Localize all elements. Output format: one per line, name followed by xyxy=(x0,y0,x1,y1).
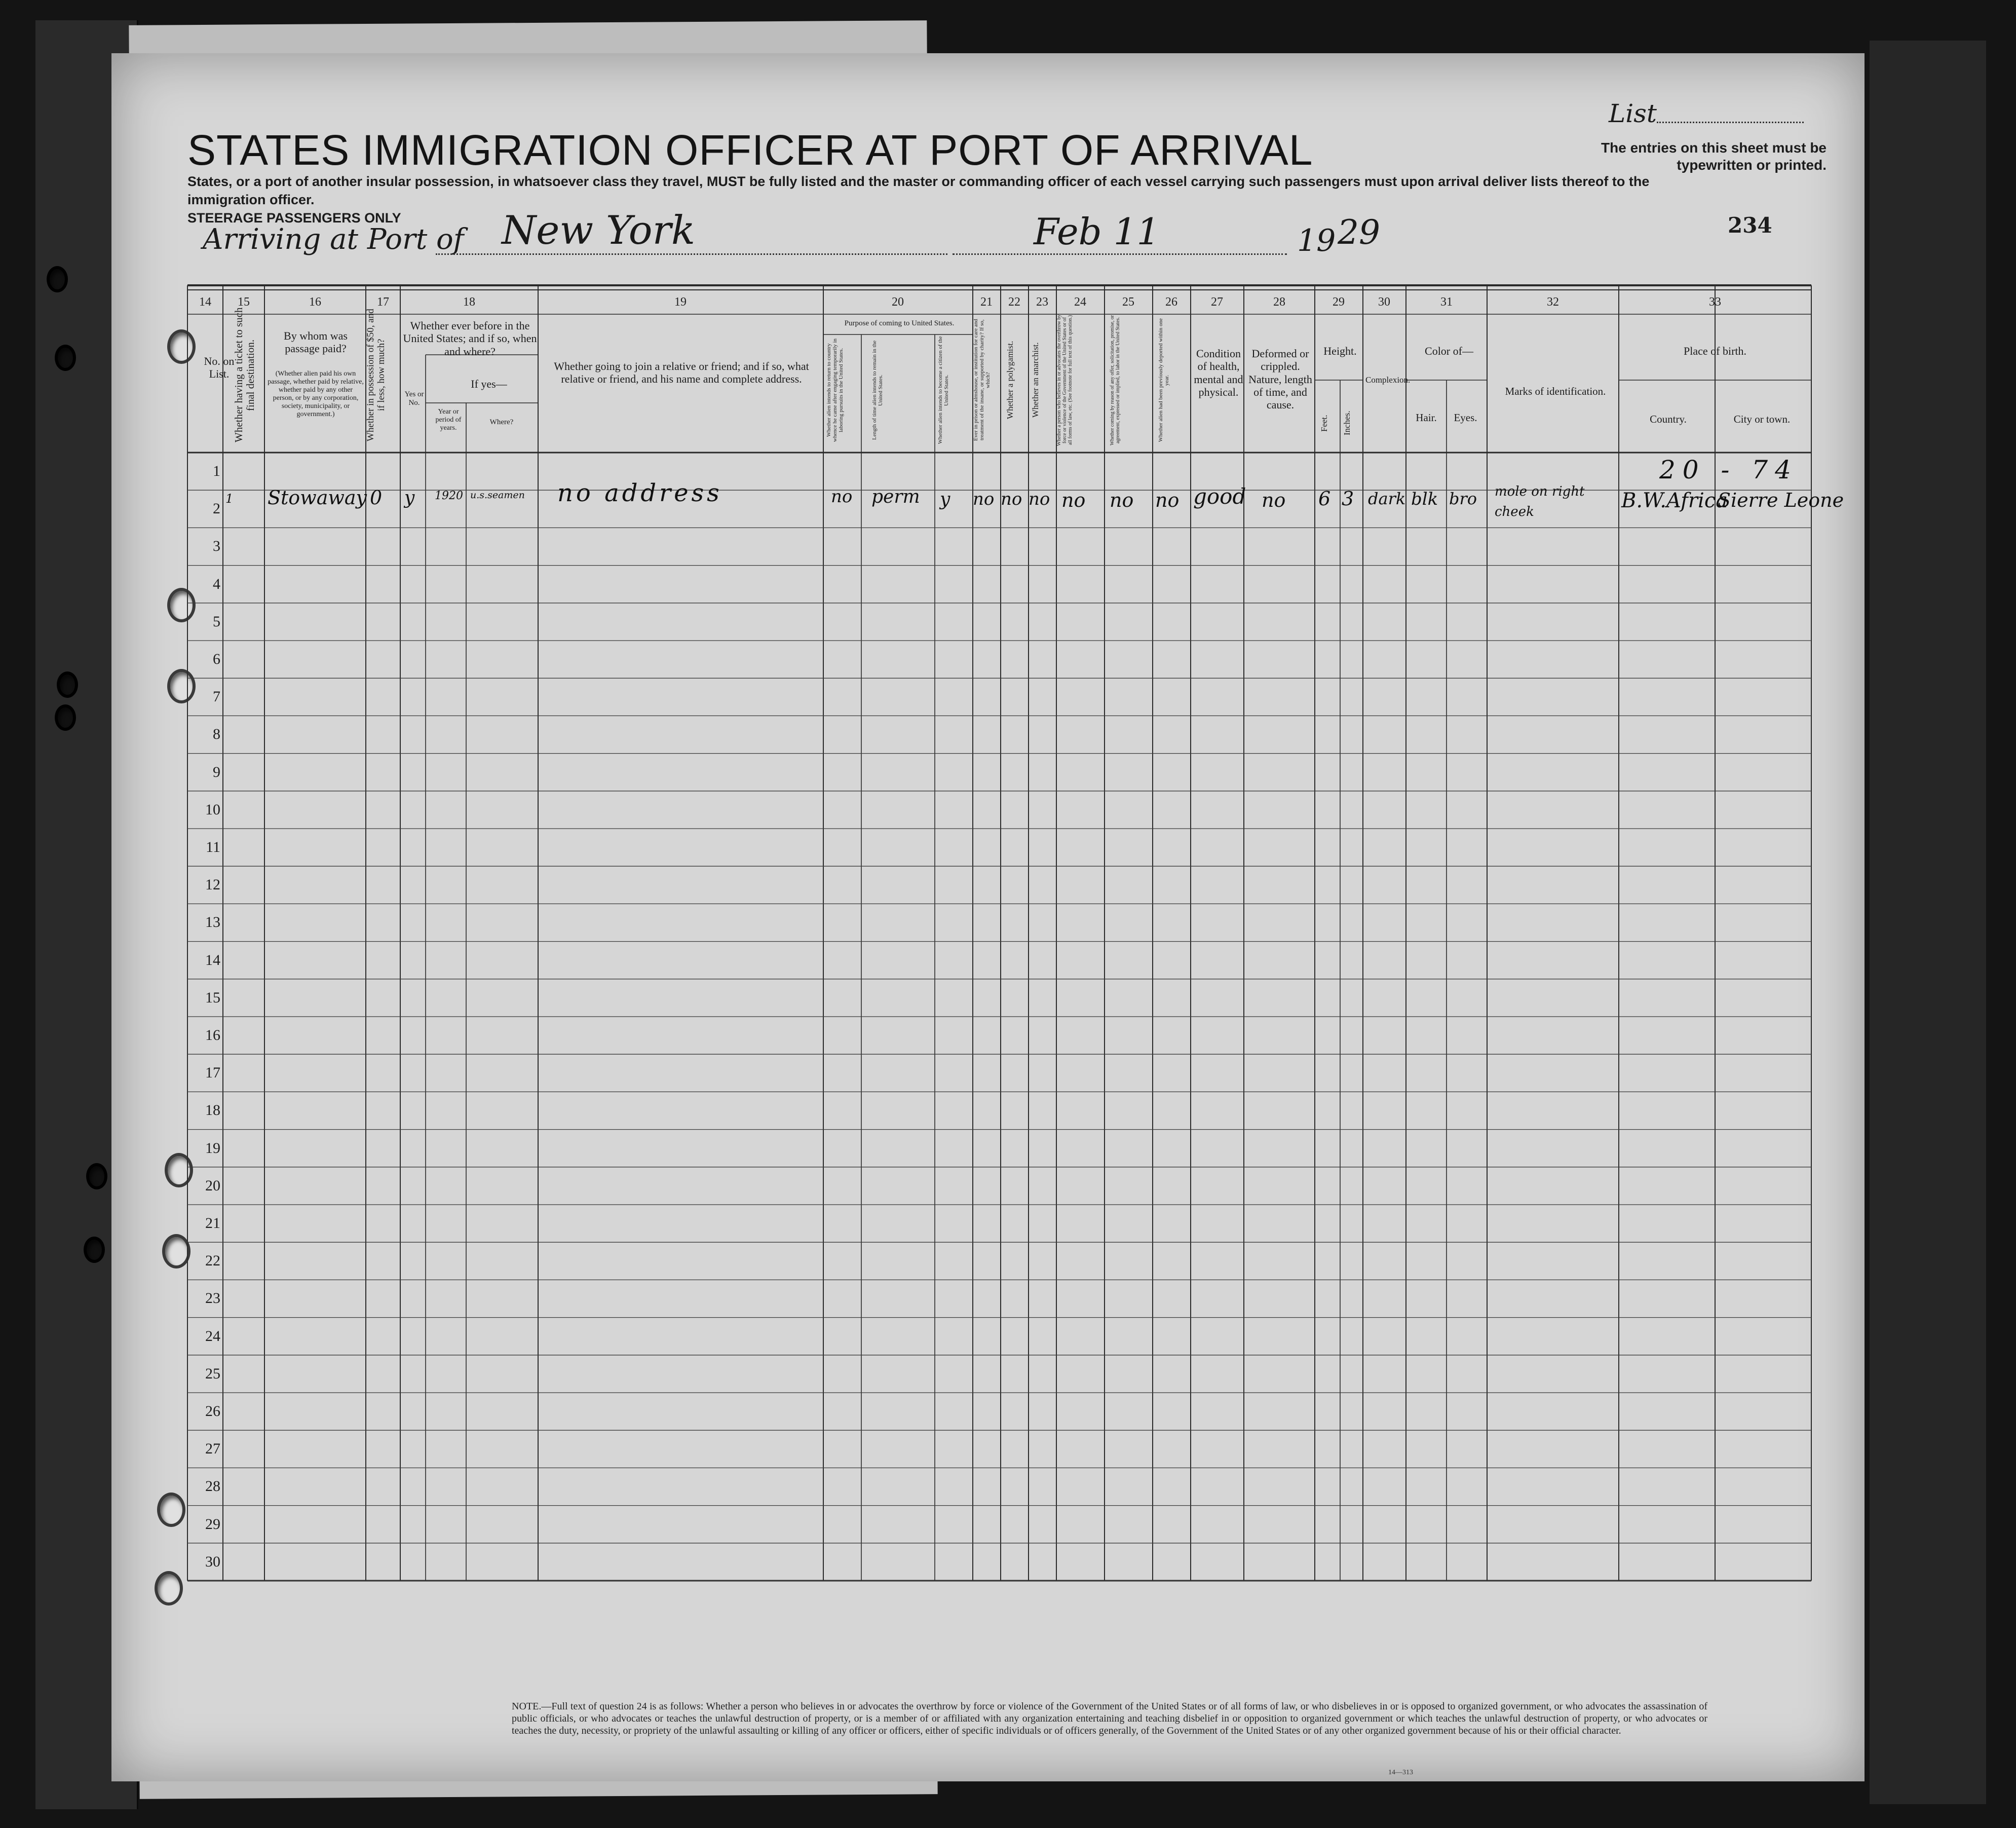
list-label: List xyxy=(1609,99,1657,128)
row-number: 25 xyxy=(205,1365,220,1382)
header-before-us: Whether ever before in the United States; and if so, when and where? xyxy=(403,319,537,358)
entry-length: perm xyxy=(871,487,920,507)
column-number: 21 xyxy=(980,295,993,309)
entry-years: 1920 xyxy=(435,490,463,502)
row-number: 22 xyxy=(205,1252,220,1270)
instructions: States, or a port of another insular possession, in whatsoever class they travel, MUST be fully listed and the master or commanding officer of each vessel carrying such passengers must upon arrival deliver lists thereof to the immigration officer. STEERAGE PASSENGERS ONLY xyxy=(187,174,1650,226)
year-field: 29 xyxy=(1338,213,1380,252)
entry-deported: no xyxy=(1155,489,1180,511)
header-complexion: Complexion. xyxy=(1365,375,1411,385)
column-number: 20 xyxy=(892,295,904,309)
entry-city: Sierre Leone xyxy=(1718,489,1844,511)
column-number: 22 xyxy=(1008,295,1020,309)
entry-overthrow: no xyxy=(1061,489,1086,511)
port-field: New York xyxy=(502,208,696,253)
header-join-relative: Whether going to join a relative or friend; and if so, what relative or friend, and his name and complete address. xyxy=(554,360,809,386)
header-polygamist: Whether a polygamist. xyxy=(1005,341,1015,420)
row-number: 12 xyxy=(205,876,220,893)
header-marks: Marks of identification. xyxy=(1505,385,1606,397)
header-height: Height. xyxy=(1323,345,1357,357)
entry-hair: blk xyxy=(1411,489,1438,509)
row-number: 3 xyxy=(213,538,220,555)
header-eyes: Eyes. xyxy=(1454,412,1477,424)
entry-polygamist: no xyxy=(1001,489,1022,509)
header-deformed: Deformed or crippled. Nature, length of time, and cause. xyxy=(1248,347,1312,412)
header-where: Where? xyxy=(489,418,514,426)
column-number: 15 xyxy=(238,295,250,309)
row-number: 9 xyxy=(213,763,220,780)
header-passage: By whom was passage paid? xyxy=(284,329,348,355)
header-year-period: Year or period of years. xyxy=(435,408,462,432)
entry-return: no xyxy=(831,487,853,507)
column-number: 14 xyxy=(199,295,211,309)
row-number: 10 xyxy=(205,801,220,818)
entry-anarchist: no xyxy=(1029,489,1050,509)
row-number: 23 xyxy=(205,1290,220,1307)
entry-prison: no xyxy=(973,489,995,509)
column-number: 29 xyxy=(1333,295,1345,309)
entry-marks: mole on right cheek xyxy=(1495,484,1585,519)
column-number: 16 xyxy=(309,295,321,309)
header-purpose-length: Length of time alien intends to remain in the United States. xyxy=(871,340,884,440)
row-number: 30 xyxy=(205,1553,220,1570)
row-number: 5 xyxy=(213,613,220,630)
entry-passage: Stowaway xyxy=(268,487,367,509)
header-if-yes: If yes— xyxy=(471,378,507,390)
column-number: 26 xyxy=(1165,295,1177,309)
entry-eyes: bro xyxy=(1449,489,1477,508)
row-number: 20 xyxy=(205,1177,220,1194)
row-number: 13 xyxy=(205,914,220,931)
entry-address: no address xyxy=(557,479,722,507)
row-number: 7 xyxy=(213,688,220,705)
column-number: 28 xyxy=(1273,295,1285,309)
column-number: 33 xyxy=(1709,295,1721,309)
row-number: 8 xyxy=(213,726,220,743)
header-overthrow: Whether a person who believes in or advocates the overthrow by force or violence of the Government of the United States or of all forms of law, etc. (See footnote for full text of this question.) xyxy=(1056,314,1073,446)
header-prison: Ever in prison or almshouse, or institution for care and treatment of the insane, or supported by charity? If so, which? xyxy=(973,319,992,441)
arriving-label: Arriving at Port of xyxy=(203,223,464,256)
entry-deformed: no xyxy=(1262,489,1286,511)
column-number: 17 xyxy=(377,295,389,309)
header-feet: Feet. xyxy=(1319,415,1329,432)
header-hair: Hair. xyxy=(1416,412,1437,424)
entry-where: u.s.seamen xyxy=(470,490,525,501)
column-number: 23 xyxy=(1036,295,1048,309)
row-number: 18 xyxy=(205,1102,220,1119)
column-number: 32 xyxy=(1547,295,1559,309)
row-number: 17 xyxy=(205,1064,220,1081)
entry-ticket: 1 xyxy=(225,492,234,506)
column-number: 24 xyxy=(1074,295,1086,309)
header-purpose: Purpose of coming to United States. xyxy=(844,319,955,327)
entry-before: y xyxy=(404,488,415,508)
row-number: 16 xyxy=(205,1027,220,1043)
header-condition: Condition of health, mental and physical. xyxy=(1194,347,1243,398)
row-number: 27 xyxy=(205,1440,220,1458)
row-number: 28 xyxy=(205,1478,220,1495)
header-yes-no: Yes or No. xyxy=(404,390,424,407)
entries-note: The entries on this sheet must be typewritten or printed. xyxy=(1601,140,1827,173)
year-prefix: 19 xyxy=(1297,223,1336,258)
header-deported: Whether alien had been previously deported within one year. xyxy=(1158,318,1170,442)
header-color-of: Color of— xyxy=(1425,345,1473,357)
row-number: 2 xyxy=(213,500,220,517)
header-inducement: Whether coming by reason of any offer, solicitation, promise, or agreement, expressed or implied, to labor in the United States. xyxy=(1110,315,1121,445)
row-number: 24 xyxy=(205,1327,220,1345)
row-number: 15 xyxy=(205,989,220,1006)
header-inches: Inches. xyxy=(1342,411,1352,436)
header-city: City or town. xyxy=(1733,413,1791,425)
row-number: 26 xyxy=(205,1403,220,1420)
entry-country: B.W.Africa xyxy=(1621,489,1728,512)
header-purpose-citizen: Whether alien intends to become a citizen of the United States. xyxy=(937,336,950,444)
entry-money: 0 xyxy=(370,487,383,509)
row-number: 1 xyxy=(213,463,220,479)
column-number: 27 xyxy=(1211,295,1223,309)
entry-health: good xyxy=(1193,484,1246,509)
header-no-on-list: No. on List. xyxy=(204,355,235,381)
entry-complexion: dark xyxy=(1368,489,1406,508)
footnote: NOTE.—Full text of question 24 is as follows: Whether a person who believes in or advocates the overthrow by force or violence of the Government of the United States or of all forms of law, or who disbelieves in or is opposed to organized government, or who advocates the assassination of public officials, or who advocates or teaches the unlawful destruction of property, or is a member of or affiliated with any organization entertaining and teaching disbelief in or opposition to organized government or which teaches the unlawful destruction of property, or who advocates or teaches the duty, necessity, or propriety of the unlawful assaulting or killing of any officer or officers, either of specific individuals or of officers generally, of the Government of the United States or of any other organized government because of his or their official character. xyxy=(512,1701,1707,1736)
page-number: 234 xyxy=(1728,213,1772,238)
header-country: Country. xyxy=(1650,413,1687,425)
header-passage-note: (Whether alien paid his own passage, whether paid by relative, whether paid by any other person, or by any corporation, society, municipality, or government.) xyxy=(268,370,364,419)
column-number: 25 xyxy=(1122,295,1134,309)
row-number: 11 xyxy=(206,839,220,855)
entry-inducement: no xyxy=(1110,489,1134,511)
column-number: 19 xyxy=(674,295,687,309)
row-number: 6 xyxy=(213,651,220,667)
header-purpose-return: Whether alien intends to return to country whence he came after engaging temporarily in laboring pursuits in the United States. xyxy=(826,339,845,442)
row-number: 29 xyxy=(205,1515,220,1533)
header-birth: Place of birth. xyxy=(1683,345,1747,357)
row-number: 21 xyxy=(205,1215,220,1232)
entry-feet: 6 xyxy=(1318,488,1331,510)
entry-inches: 3 xyxy=(1342,488,1354,510)
row-number: 4 xyxy=(213,575,220,592)
column-number: 18 xyxy=(463,295,475,309)
page-title: STATES IMMIGRATION OFFICER AT PORT OF ARRIVAL xyxy=(187,126,1313,174)
date-field: Feb 11 xyxy=(1034,210,1160,253)
form-number: 14—313 xyxy=(1388,1769,1413,1776)
column-number: 30 xyxy=(1378,295,1390,309)
header-possession: Whether in possession of $50, and if less, how much? xyxy=(365,309,387,441)
row-number: 14 xyxy=(205,951,220,968)
column-number: 31 xyxy=(1440,295,1453,309)
row-number: 19 xyxy=(205,1139,220,1157)
entry-citizen: y xyxy=(940,489,950,510)
header-ticket: Whether having a ticket to such final destination. xyxy=(233,307,257,443)
entry-annotation: 20 - 74 xyxy=(1659,455,1798,484)
header-anarchist: Whether an anarchist. xyxy=(1031,342,1040,418)
